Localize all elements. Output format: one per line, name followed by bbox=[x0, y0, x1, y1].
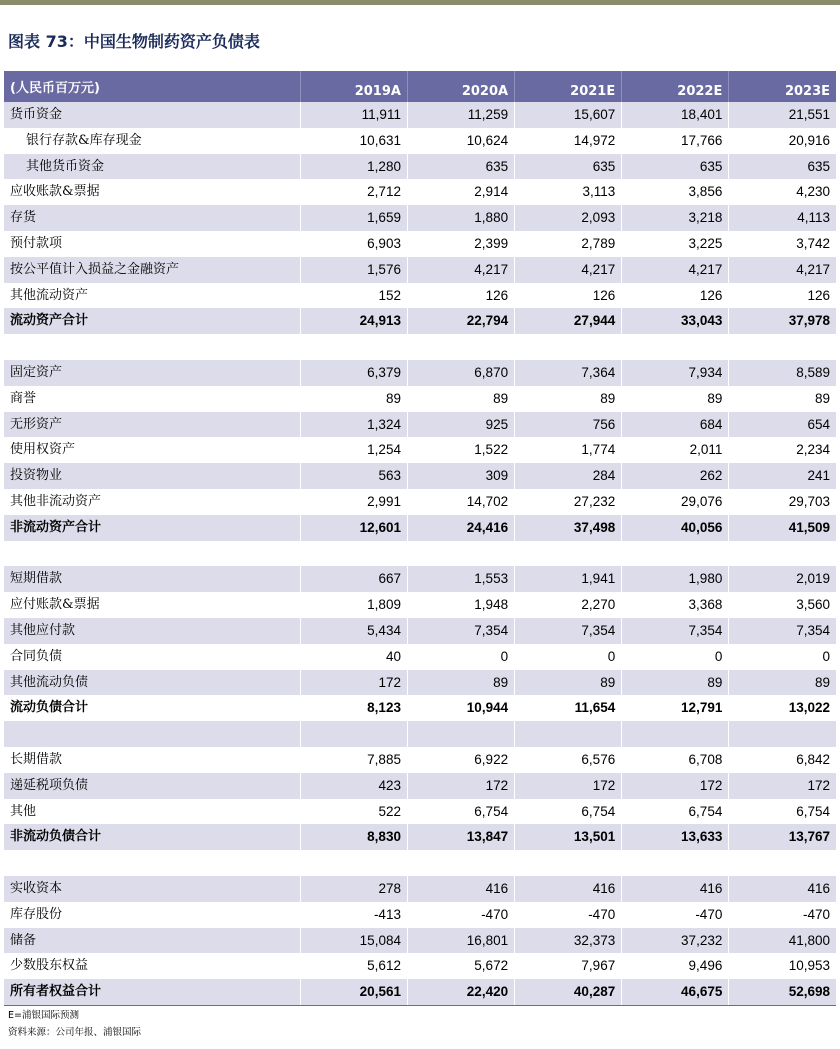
table-row bbox=[4, 824, 836, 850]
cell-value: 14,972 bbox=[515, 128, 622, 154]
cell-value: 89 bbox=[729, 386, 836, 412]
cell-value: 152 bbox=[300, 283, 407, 309]
cell-value: 12,601 bbox=[300, 515, 407, 541]
cell-value: 13,633 bbox=[622, 824, 729, 850]
figure-label: 图表 73： bbox=[8, 32, 84, 51]
table-row bbox=[4, 489, 836, 515]
cell-value bbox=[407, 721, 514, 747]
estimate-note: E=浦银国际预测 bbox=[8, 1010, 79, 1021]
cell-value: 1,659 bbox=[300, 205, 407, 231]
table-row bbox=[4, 283, 836, 309]
table-row bbox=[4, 179, 836, 205]
cell-value: 1,522 bbox=[407, 437, 514, 463]
row-label bbox=[4, 334, 300, 360]
cell-value: 309 bbox=[407, 463, 514, 489]
cell-value: 3,113 bbox=[515, 179, 622, 205]
cell-value: 41,800 bbox=[729, 928, 836, 954]
cell-value: 2,991 bbox=[300, 489, 407, 515]
cell-value bbox=[300, 850, 407, 876]
table-row bbox=[4, 205, 836, 231]
cell-value: 7,885 bbox=[300, 747, 407, 773]
cell-value bbox=[407, 850, 514, 876]
year-header: 2022E bbox=[622, 71, 729, 102]
cell-value: 635 bbox=[622, 154, 729, 180]
table-row bbox=[4, 670, 836, 696]
row-label: 实收资本 bbox=[4, 876, 300, 902]
table-row bbox=[4, 747, 836, 773]
row-label: 预付款项 bbox=[10, 235, 63, 251]
cell-value: 13,767 bbox=[729, 824, 836, 850]
row-label: 合同负债 bbox=[10, 648, 63, 664]
table-row bbox=[4, 644, 836, 670]
row-label bbox=[4, 541, 300, 567]
cell-value: 89 bbox=[622, 386, 729, 412]
row-label: 商誉 bbox=[10, 390, 37, 406]
cell-value bbox=[729, 850, 836, 876]
cell-value: 2,011 bbox=[622, 437, 729, 463]
cell-value: 522 bbox=[300, 799, 407, 825]
cell-value: 89 bbox=[729, 670, 836, 696]
cell-value: 20,561 bbox=[300, 979, 407, 1005]
cell-value: 5,672 bbox=[407, 953, 514, 979]
cell-value: 5,434 bbox=[300, 618, 407, 644]
table-row bbox=[4, 876, 836, 902]
cell-value: 29,076 bbox=[622, 489, 729, 515]
cell-value: 24,913 bbox=[300, 308, 407, 334]
cell-value: 4,217 bbox=[407, 257, 514, 283]
row-label: 所有者权益合计 bbox=[4, 979, 300, 1005]
table-row bbox=[4, 412, 836, 438]
row-label: 固定资产 bbox=[4, 360, 300, 386]
cell-value: 0 bbox=[729, 644, 836, 670]
cell-value: 3,856 bbox=[622, 179, 729, 205]
table-row bbox=[4, 515, 836, 541]
cell-value: -470 bbox=[729, 902, 836, 928]
cell-value: 635 bbox=[729, 154, 836, 180]
cell-value: 262 bbox=[622, 463, 729, 489]
row-label: 其他 bbox=[10, 803, 37, 819]
row-label: 短期借款 bbox=[4, 566, 300, 592]
cell-value: 14,702 bbox=[407, 489, 514, 515]
cell-value: 32,373 bbox=[515, 928, 622, 954]
cell-value: 89 bbox=[407, 386, 514, 412]
cell-value: 416 bbox=[515, 876, 622, 902]
row-label: 存货 bbox=[4, 205, 300, 231]
cell-value: 0 bbox=[515, 644, 622, 670]
cell-value: 172 bbox=[729, 773, 836, 799]
cell-value bbox=[300, 721, 407, 747]
cell-value: 8,830 bbox=[300, 824, 407, 850]
cell-value: -470 bbox=[622, 902, 729, 928]
row-label: 库存股份 bbox=[10, 906, 63, 922]
table-row bbox=[4, 953, 836, 979]
cell-value: -470 bbox=[407, 902, 514, 928]
row-label: 货币资金 bbox=[4, 102, 300, 128]
cell-value: 46,675 bbox=[622, 979, 729, 1005]
cell-value: 2,270 bbox=[515, 592, 622, 618]
cell-value bbox=[622, 850, 729, 876]
source-note: 资料来源：公司年报、浦银国际 bbox=[8, 1027, 142, 1038]
cell-value: 635 bbox=[515, 154, 622, 180]
row-label: 其他流动负债 bbox=[4, 670, 300, 696]
cell-value: 3,742 bbox=[729, 231, 836, 257]
cell-value: 10,944 bbox=[407, 695, 514, 721]
cell-value bbox=[622, 334, 729, 360]
cell-value: 4,217 bbox=[515, 257, 622, 283]
row-label: 其他非流动资产 bbox=[10, 493, 102, 509]
cell-value: 4,217 bbox=[622, 257, 729, 283]
cell-value: 6,842 bbox=[729, 747, 836, 773]
cell-value: 416 bbox=[622, 876, 729, 902]
cell-value: 172 bbox=[407, 773, 514, 799]
cell-value bbox=[729, 334, 836, 360]
cell-value: 5,612 bbox=[300, 953, 407, 979]
cell-value: 10,631 bbox=[300, 128, 407, 154]
cell-value: 21,551 bbox=[729, 102, 836, 128]
cell-value: 8,123 bbox=[300, 695, 407, 721]
table-header-row bbox=[4, 71, 836, 102]
cell-value: 2,234 bbox=[729, 437, 836, 463]
cell-value: 7,354 bbox=[407, 618, 514, 644]
cell-value: 6,754 bbox=[407, 799, 514, 825]
year-header: 2019A bbox=[300, 71, 407, 102]
cell-value: 2,399 bbox=[407, 231, 514, 257]
unit-header: (人民币百万元) bbox=[4, 71, 300, 102]
cell-value: 126 bbox=[622, 283, 729, 309]
cell-value: 15,084 bbox=[300, 928, 407, 954]
cell-value: 20,916 bbox=[729, 128, 836, 154]
cell-value: 37,978 bbox=[729, 308, 836, 334]
table-row bbox=[4, 102, 836, 128]
cell-value: 1,576 bbox=[300, 257, 407, 283]
cell-value: 10,953 bbox=[729, 953, 836, 979]
cell-value: 10,624 bbox=[407, 128, 514, 154]
cell-value: 29,703 bbox=[729, 489, 836, 515]
row-label: 流动负债合计 bbox=[10, 700, 89, 716]
cell-value: 126 bbox=[729, 283, 836, 309]
row-label: 少数股东权益 bbox=[10, 958, 89, 974]
cell-value: 3,560 bbox=[729, 592, 836, 618]
cell-value bbox=[407, 541, 514, 567]
cell-value bbox=[515, 334, 622, 360]
table-row bbox=[4, 902, 836, 928]
cell-value: 22,420 bbox=[407, 979, 514, 1005]
figure-title bbox=[8, 30, 260, 54]
table-row bbox=[4, 566, 836, 592]
row-label: 非流动负债合计 bbox=[4, 824, 300, 850]
cell-value: 6,754 bbox=[515, 799, 622, 825]
cell-value: 9,496 bbox=[622, 953, 729, 979]
cell-value bbox=[515, 721, 622, 747]
cell-value: 4,230 bbox=[729, 179, 836, 205]
cell-value: 4,217 bbox=[729, 257, 836, 283]
cell-value: 2,712 bbox=[300, 179, 407, 205]
cell-value: 667 bbox=[300, 566, 407, 592]
cell-value: 11,259 bbox=[407, 102, 514, 128]
table-row bbox=[4, 154, 836, 180]
table-row bbox=[4, 257, 836, 283]
cell-value: 1,880 bbox=[407, 205, 514, 231]
table-row bbox=[4, 308, 836, 334]
row-label: 长期借款 bbox=[10, 751, 63, 767]
cell-value: 27,944 bbox=[515, 308, 622, 334]
cell-value: 1,254 bbox=[300, 437, 407, 463]
cell-value bbox=[300, 541, 407, 567]
cell-value: 7,364 bbox=[515, 360, 622, 386]
cell-value bbox=[407, 334, 514, 360]
row-label: 其他流动资产 bbox=[10, 287, 89, 303]
row-label: 其他货币资金 bbox=[4, 154, 300, 180]
cell-value: 635 bbox=[407, 154, 514, 180]
cell-value: 7,967 bbox=[515, 953, 622, 979]
row-label bbox=[4, 850, 300, 876]
cell-value: 278 bbox=[300, 876, 407, 902]
cell-value: 8,589 bbox=[729, 360, 836, 386]
cell-value bbox=[515, 541, 622, 567]
cell-value: 1,980 bbox=[622, 566, 729, 592]
cell-value: 1,553 bbox=[407, 566, 514, 592]
cell-value: -470 bbox=[515, 902, 622, 928]
cell-value: 6,754 bbox=[622, 799, 729, 825]
cell-value: 1,941 bbox=[515, 566, 622, 592]
cell-value: 416 bbox=[407, 876, 514, 902]
cell-value: 11,654 bbox=[515, 695, 622, 721]
cell-value: 89 bbox=[515, 386, 622, 412]
table-row bbox=[4, 928, 836, 954]
table-row bbox=[4, 850, 836, 876]
cell-value: 89 bbox=[515, 670, 622, 696]
cell-value: 126 bbox=[407, 283, 514, 309]
cell-value: 0 bbox=[622, 644, 729, 670]
table-row bbox=[4, 463, 836, 489]
cell-value: 40,056 bbox=[622, 515, 729, 541]
table-row bbox=[4, 386, 836, 412]
cell-value: 3,218 bbox=[622, 205, 729, 231]
table-row bbox=[4, 231, 836, 257]
cell-value: 89 bbox=[300, 386, 407, 412]
table-row bbox=[4, 360, 836, 386]
cell-value: 126 bbox=[515, 283, 622, 309]
cell-value: 40 bbox=[300, 644, 407, 670]
cell-value: 7,354 bbox=[515, 618, 622, 644]
cell-value bbox=[729, 541, 836, 567]
cell-value: 22,794 bbox=[407, 308, 514, 334]
cell-value: 241 bbox=[729, 463, 836, 489]
cell-value: 17,766 bbox=[622, 128, 729, 154]
cell-value: 1,280 bbox=[300, 154, 407, 180]
table-row bbox=[4, 592, 836, 618]
cell-value: 12,791 bbox=[622, 695, 729, 721]
cell-value: 40,287 bbox=[515, 979, 622, 1005]
cell-value: 6,379 bbox=[300, 360, 407, 386]
footnotes bbox=[8, 1007, 141, 1041]
cell-value: 6,754 bbox=[729, 799, 836, 825]
cell-value: 89 bbox=[622, 670, 729, 696]
table-row bbox=[4, 979, 836, 1005]
year-header: 2023E bbox=[729, 71, 836, 102]
row-label: 应收账款&票据 bbox=[10, 184, 100, 200]
table-row bbox=[4, 618, 836, 644]
cell-value: 13,022 bbox=[729, 695, 836, 721]
cell-value bbox=[300, 334, 407, 360]
cell-value: 0 bbox=[407, 644, 514, 670]
cell-value: 756 bbox=[515, 412, 622, 438]
cell-value: 1,774 bbox=[515, 437, 622, 463]
table-body bbox=[4, 102, 836, 1005]
table-row bbox=[4, 799, 836, 825]
cell-value: 7,354 bbox=[622, 618, 729, 644]
cell-value: 6,708 bbox=[622, 747, 729, 773]
row-label: 应付账款&票据 bbox=[10, 597, 100, 613]
cell-value: 416 bbox=[729, 876, 836, 902]
cell-value: 13,501 bbox=[515, 824, 622, 850]
row-label: 按公平值计入损益之金融资产 bbox=[4, 257, 300, 283]
cell-value: 284 bbox=[515, 463, 622, 489]
table-row bbox=[4, 695, 836, 721]
table-row bbox=[4, 773, 836, 799]
table-row bbox=[4, 437, 836, 463]
cell-value: 6,870 bbox=[407, 360, 514, 386]
cell-value: 16,801 bbox=[407, 928, 514, 954]
cell-value: 6,576 bbox=[515, 747, 622, 773]
row-label: 递延税项负债 bbox=[4, 773, 300, 799]
cell-value bbox=[622, 721, 729, 747]
cell-value: 18,401 bbox=[622, 102, 729, 128]
cell-value: 172 bbox=[622, 773, 729, 799]
cell-value: 89 bbox=[407, 670, 514, 696]
cell-value: 11,911 bbox=[300, 102, 407, 128]
table-row bbox=[4, 541, 836, 567]
cell-value: -413 bbox=[300, 902, 407, 928]
cell-value: 37,232 bbox=[622, 928, 729, 954]
cell-value: 2,914 bbox=[407, 179, 514, 205]
row-label: 流动资产合计 bbox=[4, 308, 300, 334]
cell-value: 6,922 bbox=[407, 747, 514, 773]
cell-value: 15,607 bbox=[515, 102, 622, 128]
cell-value: 1,948 bbox=[407, 592, 514, 618]
cell-value: 172 bbox=[300, 670, 407, 696]
cell-value: 4,113 bbox=[729, 205, 836, 231]
cell-value bbox=[622, 541, 729, 567]
cell-value: 13,847 bbox=[407, 824, 514, 850]
cell-value: 3,368 bbox=[622, 592, 729, 618]
row-label: 银行存款&库存现金 bbox=[26, 132, 142, 148]
cell-value: 563 bbox=[300, 463, 407, 489]
cell-value: 37,498 bbox=[515, 515, 622, 541]
cell-value: 7,354 bbox=[729, 618, 836, 644]
cell-value: 33,043 bbox=[622, 308, 729, 334]
figure-title-text: 中国生物制药资产负债表 bbox=[83, 32, 260, 51]
table-row bbox=[4, 721, 836, 747]
cell-value: 24,416 bbox=[407, 515, 514, 541]
row-label: 非流动资产合计 bbox=[4, 515, 300, 541]
table-row bbox=[4, 334, 836, 360]
cell-value: 654 bbox=[729, 412, 836, 438]
year-header: 2020A bbox=[407, 71, 514, 102]
row-label: 无形资产 bbox=[4, 412, 300, 438]
cell-value: 2,019 bbox=[729, 566, 836, 592]
row-label: 其他应付款 bbox=[4, 618, 300, 644]
cell-value: 1,809 bbox=[300, 592, 407, 618]
cell-value bbox=[515, 850, 622, 876]
cell-value: 7,934 bbox=[622, 360, 729, 386]
cell-value: 423 bbox=[300, 773, 407, 799]
cell-value: 6,903 bbox=[300, 231, 407, 257]
cell-value: 3,225 bbox=[622, 231, 729, 257]
cell-value: 27,232 bbox=[515, 489, 622, 515]
row-label: 投资物业 bbox=[4, 463, 300, 489]
table-row bbox=[4, 128, 836, 154]
row-label: 储备 bbox=[4, 928, 300, 954]
cell-value: 52,698 bbox=[729, 979, 836, 1005]
top-rule bbox=[0, 0, 840, 5]
cell-value: 41,509 bbox=[729, 515, 836, 541]
cell-value: 1,324 bbox=[300, 412, 407, 438]
cell-value: 925 bbox=[407, 412, 514, 438]
cell-value: 2,093 bbox=[515, 205, 622, 231]
cell-value: 684 bbox=[622, 412, 729, 438]
cell-value bbox=[729, 721, 836, 747]
cell-value: 2,789 bbox=[515, 231, 622, 257]
year-header: 2021E bbox=[515, 71, 622, 102]
cell-value: 172 bbox=[515, 773, 622, 799]
balance-sheet-table bbox=[4, 71, 836, 1006]
row-label bbox=[4, 721, 300, 747]
row-label: 使用权资产 bbox=[10, 442, 76, 458]
